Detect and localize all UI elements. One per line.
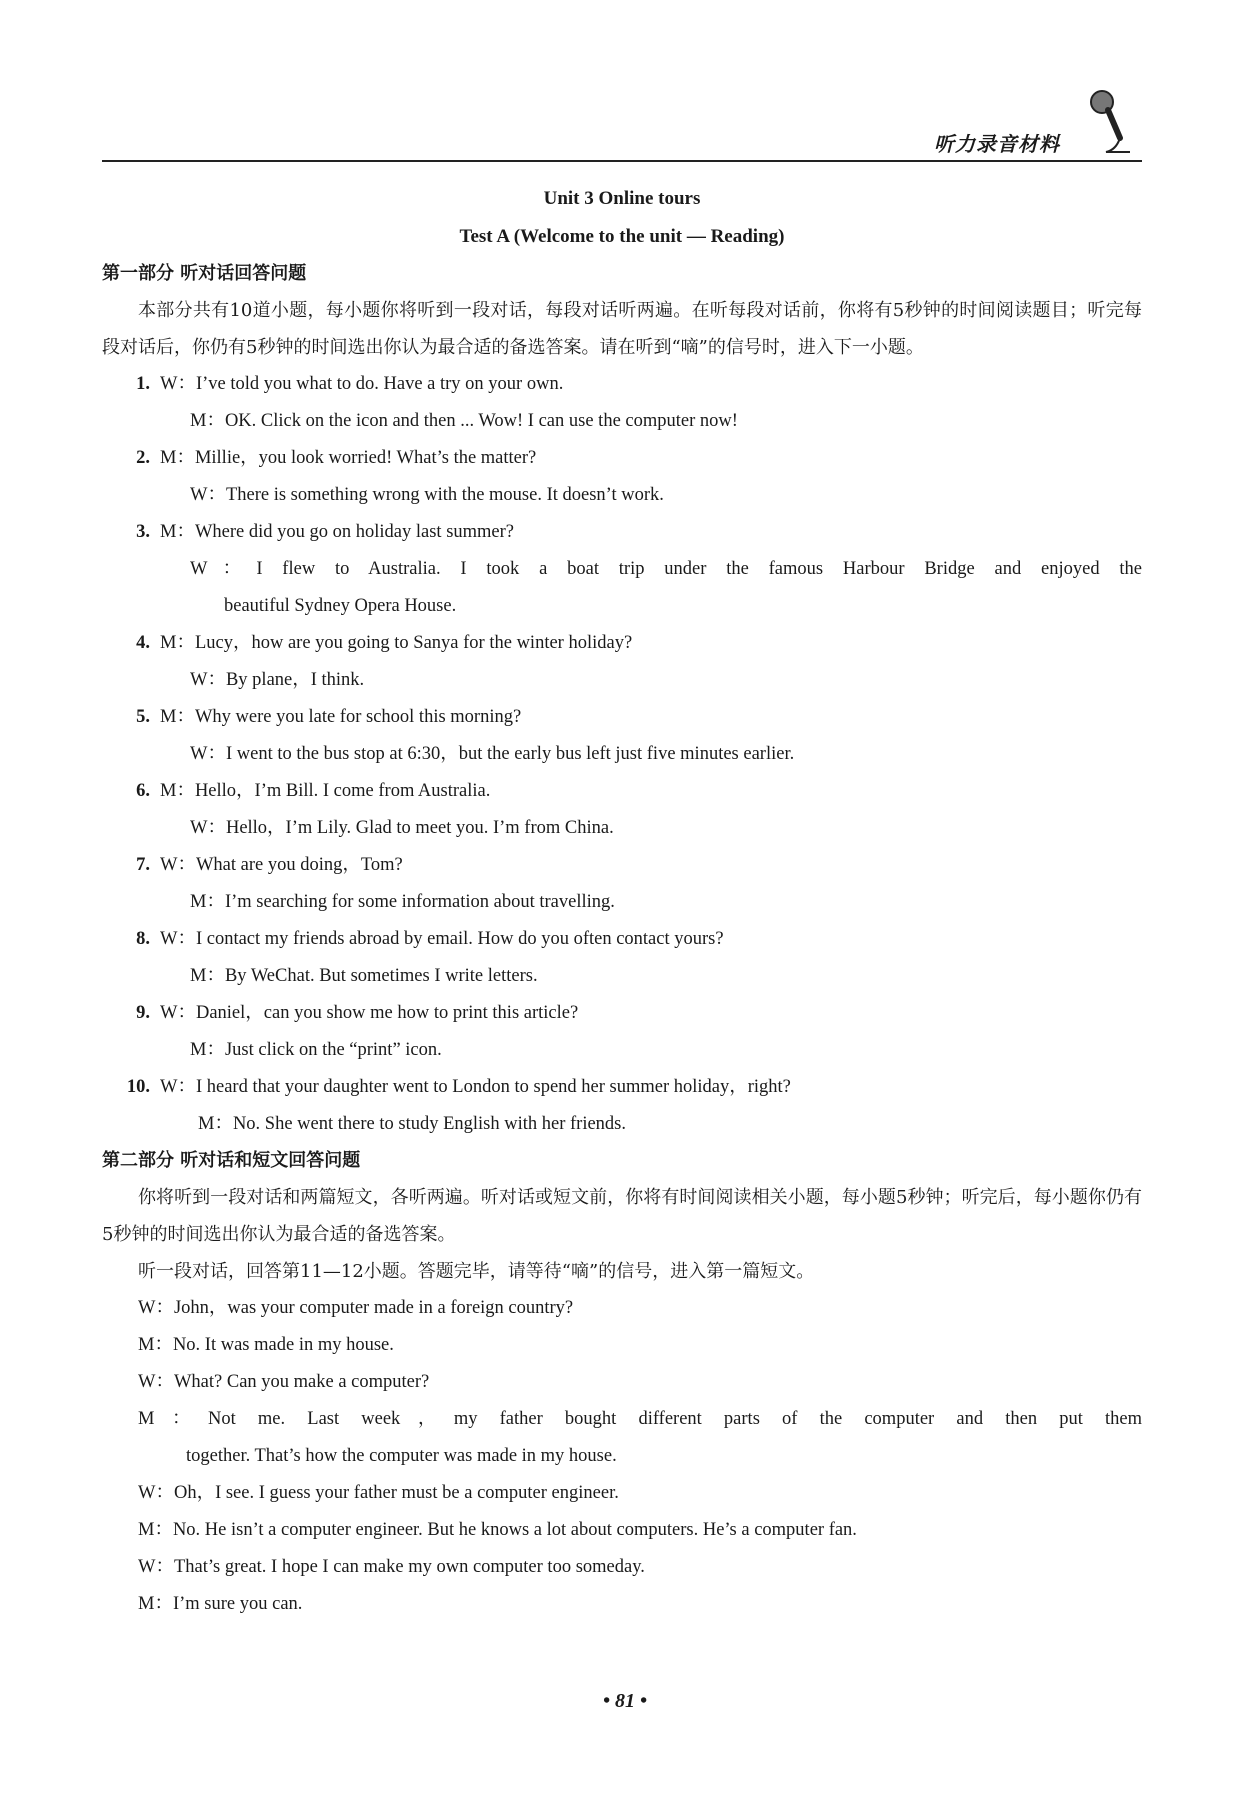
- part2-intro: 听一段对话，回答第11—12小题。答题完毕，请等待“嘀”的信号，进入第一篇短文。: [138, 1261, 815, 1282]
- list-item: [102, 366, 1142, 403]
- list-item: [102, 1069, 1142, 1106]
- dialogue-line: W：I contact my friends abroad by email. How do you often contact yours?: [160, 929, 724, 949]
- item-number: 8.: [136, 929, 150, 949]
- item-number: 3.: [136, 522, 150, 542]
- dialogue-line: M：Just click on the “print” icon.: [190, 1040, 442, 1060]
- dialogue-line: M：Lucy，how are you going to Sanya for the winter holiday?: [160, 633, 633, 653]
- dialogue-line: W：I’ve told you what to do. Have a try on your own.: [160, 374, 564, 394]
- list-item: [102, 773, 1142, 810]
- list-item: [102, 625, 1142, 662]
- header-rule: [102, 160, 1142, 162]
- dialogue-line-continued: beautiful Sydney Opera House.: [224, 596, 457, 616]
- test-title: Test A (Welcome to the unit — Reading): [459, 226, 785, 247]
- dialogue-line: M：Millie，you look worried! What’s the matter?: [160, 448, 537, 468]
- dialogue-line: M：Hello，I’m Bill. I come from Australia.: [160, 781, 491, 801]
- document-body: [102, 180, 1142, 1623]
- part2-dialogue: [102, 1290, 1142, 1623]
- part2-heading: 第二部分 听对话和短文回答问题: [102, 1150, 361, 1171]
- item-number: 2.: [136, 448, 150, 468]
- part1-instructions: 本部分共有10道小题，每小题你将听到一段对话，每段对话听两遍。在听每段对话前，你将有5秒钟的时间阅读题目；听完每段对话后，你仍有5秒钟的时间选出你认为最合适的备选答案。请在听到“嘀”的信号时，进入下一小题。: [102, 300, 1142, 358]
- part1-items: [102, 366, 1142, 1143]
- dialogue-line: W：There is something wrong with the mouse. It doesn’t work.: [190, 485, 664, 505]
- dialogue-line: M：Why were you late for school this morning?: [160, 707, 522, 727]
- list-item: [102, 847, 1142, 884]
- item-number: 10.: [126, 1077, 150, 1097]
- dialogue-line: W：Daniel，can you show me how to print this article?: [160, 1003, 579, 1023]
- dialogue-line: W：What? Can you make a computer?: [138, 1372, 430, 1392]
- item-number: 5.: [136, 707, 150, 727]
- item-number: 7.: [136, 855, 150, 875]
- dialogue-line: M：Not me. Last week，my father bought different parts of the computer and then put them: [138, 1409, 1142, 1429]
- list-item: [102, 514, 1142, 551]
- dialogue-line: M：No. She went there to study English with her friends.: [198, 1114, 627, 1134]
- dialogue-line: W：By plane，I think.: [190, 670, 365, 690]
- list-item: [102, 699, 1142, 736]
- dialogue-line: M：I’m sure you can.: [138, 1594, 303, 1614]
- header-label: 听力录音材料: [934, 132, 1060, 156]
- dialogue-line: M：I’m searching for some information about travelling.: [190, 892, 615, 912]
- item-number: 4.: [136, 633, 150, 653]
- unit-title: Unit 3 Online tours: [543, 188, 701, 209]
- dialogue-line: W：Oh，I see. I guess your father must be a computer engineer.: [138, 1483, 619, 1503]
- part2-instructions: 你将听到一段对话和两篇短文，各听两遍。听对话或短文前，你将有时间阅读相关小题，每小题5秒钟；听完后，每小题你仍有5秒钟的时间选出你认为最合适的备选答案。: [102, 1187, 1142, 1245]
- microphone-icon: [1080, 88, 1140, 158]
- dialogue-line: W：Hello，I’m Lily. Glad to meet you. I’m from China.: [190, 818, 614, 838]
- dialogue-line: M：Where did you go on holiday last summer?: [160, 522, 515, 542]
- item-number: 9.: [136, 1003, 150, 1023]
- dialogue-line: W：I went to the bus stop at 6:30，but the early bus left just five minutes earlier.: [190, 744, 795, 764]
- dialogue-line: W：John，was your computer made in a foreign country?: [138, 1298, 574, 1318]
- dialogue-line: M：No. He isn’t a computer engineer. But he knows a lot about computers. He’s a computer fan.: [138, 1520, 857, 1540]
- dialogue-line: W：That’s great. I hope I can make my own computer too someday.: [138, 1557, 645, 1577]
- item-number: 6.: [136, 781, 150, 801]
- list-item: [102, 440, 1142, 477]
- dialogue-line: M：No. It was made in my house.: [138, 1335, 394, 1355]
- dialogue-line-continued: together. That’s how the computer was made in my house.: [186, 1446, 617, 1466]
- dialogue-line: M：OK. Click on the icon and then ... Wow! I can use the computer now!: [190, 411, 738, 431]
- page-number: • 81 •: [602, 1690, 647, 1712]
- list-item: [102, 921, 1142, 958]
- list-item: [102, 995, 1142, 1032]
- dialogue-line: W：I heard that your daughter went to London to spend her summer holiday，right?: [160, 1077, 791, 1097]
- dialogue-line: W：I flew to Australia. I took a boat trip under the famous Harbour Bridge and enjoyed the: [190, 559, 1142, 579]
- dialogue-line: W：What are you doing，Tom?: [160, 855, 403, 875]
- part1-heading: 第一部分 听对话回答问题: [102, 263, 307, 284]
- item-number: 1.: [136, 374, 150, 394]
- dialogue-line: M：By WeChat. But sometimes I write letters.: [190, 966, 538, 986]
